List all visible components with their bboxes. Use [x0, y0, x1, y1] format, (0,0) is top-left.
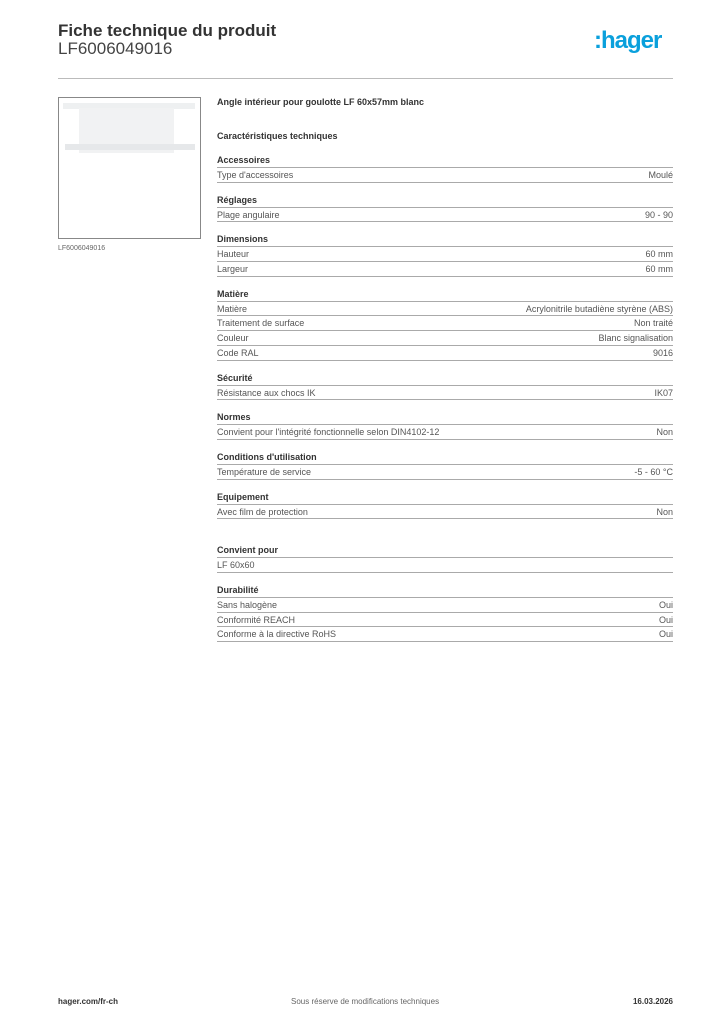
- spec-value: Moulé: [648, 170, 673, 180]
- spec-label: Résistance aux chocs IK: [217, 387, 316, 398]
- spec-row: [217, 168, 673, 183]
- spec-section: [217, 194, 673, 223]
- spec-value: Oui: [658, 599, 673, 610]
- footer-date: 16.03.2026: [632, 997, 673, 1006]
- product-name: Angle intérieur pour goulotte LF 60x57mm blanc: [217, 97, 425, 107]
- spec-value: Non: [656, 427, 673, 438]
- spec-label: Sans halogène: [217, 599, 278, 610]
- product-image: [58, 97, 201, 239]
- spec-label: Avec film de protection: [217, 506, 308, 517]
- spec-label: Couleur: [217, 333, 249, 344]
- spec-value: Oui: [658, 614, 673, 625]
- spec-row: [217, 598, 673, 613]
- spec-section-title: Durabilité: [217, 584, 673, 598]
- spec-label: Traitement de surface: [217, 318, 305, 329]
- spec-value: Non traité: [633, 318, 673, 329]
- spec-row: [217, 331, 673, 346]
- spec-row: [217, 247, 673, 262]
- spec-row: [217, 346, 673, 361]
- spec-section-title: Normes: [217, 411, 673, 425]
- spec-label: Largeur: [217, 264, 249, 275]
- section-title: Caractéristiques techniques: [217, 131, 338, 141]
- spec-section-title: Sécurité: [217, 372, 673, 386]
- spec-section-title: Accessoires: [217, 154, 673, 168]
- spec-row: [217, 208, 673, 223]
- spec-value: IK07: [654, 387, 673, 398]
- spec-row: [217, 613, 673, 628]
- spec-row: [217, 302, 673, 317]
- spec-value: Acrylonitrile butadiène styrène (ABS): [525, 303, 673, 314]
- spec-section-title: Dimensions: [217, 233, 673, 247]
- spec-section-title: Matière: [217, 288, 673, 302]
- spec-value: Blanc signalisation: [598, 333, 673, 344]
- spec-value: 60 mm: [645, 249, 673, 260]
- spec-section-title: Réglages: [217, 194, 673, 208]
- spec-value: Non: [656, 506, 673, 517]
- header-divider: [58, 78, 673, 79]
- spec-section: [217, 584, 673, 642]
- spec-section: [217, 288, 673, 361]
- hager-logo: :hager: [594, 27, 662, 54]
- spec-label: Conforme à la directive RoHS: [217, 629, 337, 640]
- spec-section: [217, 451, 673, 480]
- spec-label: Température de service: [217, 466, 312, 477]
- spec-label: Matière: [217, 303, 248, 314]
- image-caption: LF6006049016: [58, 245, 106, 252]
- spec-row: [217, 505, 673, 520]
- footer-website-link[interactable]: hager.com/fr-ch: [58, 997, 119, 1006]
- spec-row: [217, 627, 673, 642]
- spec-row: [217, 316, 673, 331]
- footer-disclaimer: Sous réserve de modifications techniques: [291, 997, 440, 1006]
- spec-section: [217, 544, 673, 573]
- spec-row: [217, 386, 673, 401]
- page-title: Fiche technique du produit: [58, 21, 277, 40]
- spec-row: [217, 465, 673, 480]
- spec-label: LF 60x60: [217, 560, 255, 571]
- spec-row: [217, 425, 673, 440]
- spec-label: Hauteur: [217, 249, 250, 260]
- spec-label: Code RAL: [217, 347, 259, 358]
- spec-label: Type d'accessoires: [217, 170, 294, 180]
- specifications: [217, 95, 673, 642]
- spec-section-title: Conditions d'utilisation: [217, 451, 673, 465]
- spec-section: [217, 411, 673, 440]
- spec-label: Conformité REACH: [217, 614, 296, 625]
- spec-label: Plage angulaire: [217, 209, 280, 220]
- spec-value: -5 - 60 °C: [634, 466, 673, 477]
- spec-sections: [217, 154, 673, 642]
- spec-value: 90 - 90: [644, 209, 673, 220]
- spec-section: [217, 491, 673, 520]
- spec-row: [217, 262, 673, 277]
- spec-value: 9016: [652, 347, 673, 358]
- spec-value: Oui: [658, 629, 673, 640]
- spec-label: Convient pour l'intégrité fonctionnelle selon DIN4102-12: [217, 427, 440, 438]
- spec-section: [217, 372, 673, 401]
- spec-section: [217, 154, 673, 183]
- spec-value: 60 mm: [645, 264, 673, 275]
- spec-section: [217, 233, 673, 276]
- spec-section-title: Equipement: [217, 491, 673, 505]
- spec-section-title: Convient pour: [217, 544, 673, 558]
- product-code: LF6006049016: [58, 39, 173, 58]
- spec-row: [217, 558, 673, 573]
